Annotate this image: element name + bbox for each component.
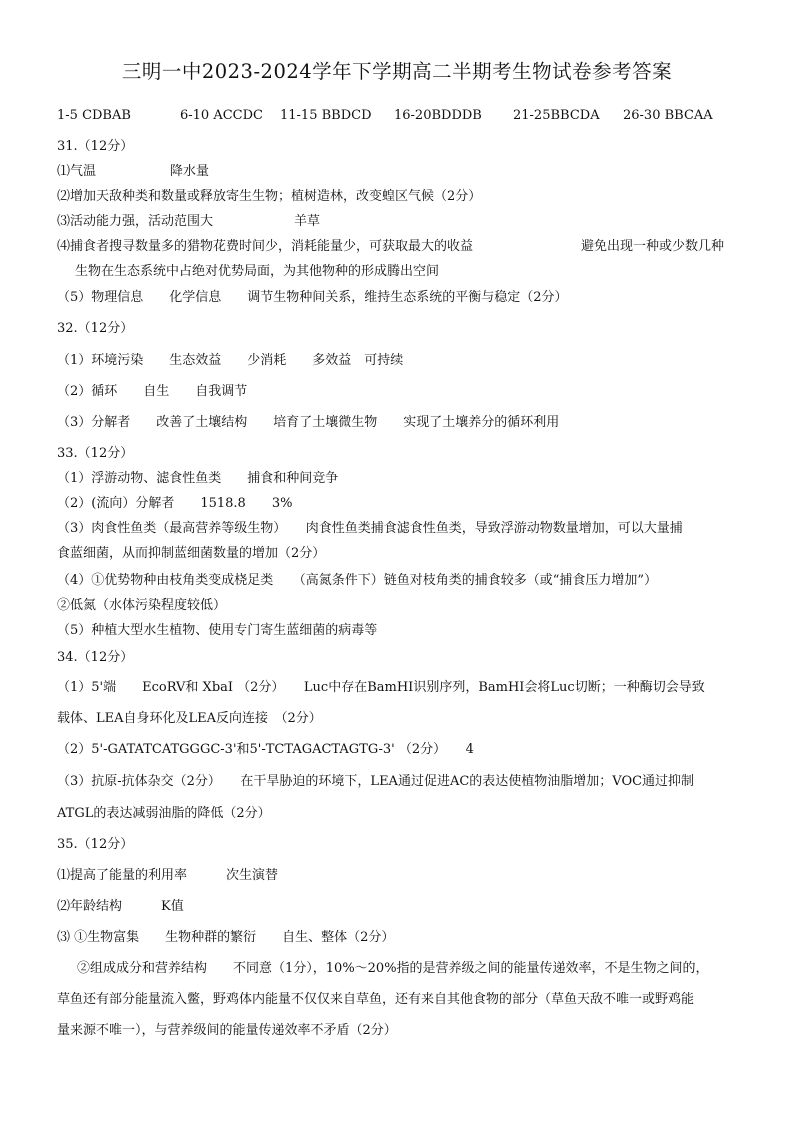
mc-key-1-5: 1-5 CDBAB xyxy=(57,108,131,123)
q33-answer-2: （2）(流向）分解者 1518.8 3% xyxy=(57,496,293,511)
q33-answer-4: （4）①优势物种由枝角类变成桡足类 （高氮条件下）链鱼对枝角类的捕食较多（或“捕食压力增加”） xyxy=(57,573,658,588)
q31-answer-3b: 羊草 xyxy=(294,214,321,229)
q33-answer-1: （1）浮游动物、滤食性鱼类 捕食和种间竞争 xyxy=(57,471,339,486)
q31-answer-4c: 生物在生态系统中占绝对优势局面，为其他物种的形成腾出空间 xyxy=(75,264,440,279)
q34-header: 34.（12分） xyxy=(57,650,134,665)
q33-answer-3: （3）肉食性鱼类（最高营养等级生物） 肉食性鱼类捕食滤食性鱼类，导致浮游动物数量增加，可以大量捕 xyxy=(57,521,683,536)
q31-answer-4a: ⑷捕食者搜寻数量多的猎物花费时间少，消耗能量少，可获取最大的收益 xyxy=(57,239,474,254)
mc-key-6-10: 6-10 ACCDC xyxy=(180,108,263,123)
q32-answer-3: （3）分解者 改善了土壤结构 培育了土壤微生物 实现了土壤养分的循环利用 xyxy=(57,415,560,430)
q35-answer-4-cont: 草鱼还有部分能量流入鳖，野鸡体内能量不仅仅来自草鱼，还有来自其他食物的部分（草鱼天敌不唯一或野鸡能 xyxy=(57,992,695,1007)
q32-answer-2: （2）循环 自生 自我调节 xyxy=(57,384,248,399)
mc-key-21-25: 21-25BBCDA xyxy=(513,108,600,123)
q34-answer-1: （1）5'端 EcoRV和 XbaⅠ （2分） Luc中存在BamHI识别序列，BamHI会将Luc切断；一种酶切会导致 xyxy=(57,680,705,695)
mc-key-26-30: 26-30 BBCAA xyxy=(623,108,713,123)
q31-answer-1b: 降水量 xyxy=(170,164,210,179)
q33-answer-3-cont: 食蓝细菌，从而抑制蓝细菌数量的增加（2分） xyxy=(57,546,326,561)
q31-answer-5: （5）物理信息 化学信息 调节生物种间关系，维持生态系统的平衡与稳定（2分） xyxy=(57,290,568,305)
q31-header: 31.（12分） xyxy=(57,139,134,154)
q33-answer-5: （5）种植大型水生植物、使用专门寄生蓝细菌的病毒等 xyxy=(57,623,378,638)
q34-answer-3-cont: ATGL的表达减弱油脂的降低（2分） xyxy=(57,806,271,821)
q34-answer-3: （3）抗原-抗体杂交（2分） 在干旱胁迫的环境下，LEA通过促进AC的表达使植物油脂增加；VOC通过抑制 xyxy=(57,774,695,789)
q34-answer-1-cont: 载体、LEA自身环化及LEA反向连接 （2分） xyxy=(57,711,322,726)
q35-answer-3: ⑶ ①生物富集 生物种群的繁衍 自生、整体（2分） xyxy=(57,930,395,945)
q32-header: 32.（12分） xyxy=(57,321,134,336)
q35-header: 35.（12分） xyxy=(57,837,134,852)
q31-answer-4b: 避免出现一种或少数几种 xyxy=(581,239,725,254)
q34-answer-2: （2）5'-GATATCATGGGC-3'和5'-TCTAGACTAGTG-3' （2分） 4 xyxy=(57,742,474,757)
mc-key-11-15: 11-15 BBDCD xyxy=(280,108,372,123)
q35-answer-4: ②组成成分和营养结构 不同意（1分），10%～20%指的是营养级之间的能量传递效率，不是生物之间的， xyxy=(77,961,709,976)
q35-answer-4-cont2: 量来源不唯一），与营养级间的能量传递效率不矛盾（2分） xyxy=(57,1023,397,1038)
page-title: 三明一中2023-2024学年下学期高二半期考生物试卷参考答案 xyxy=(121,60,673,83)
q31-answer-2: ⑵增加天敌种类和数量或释放寄生生物；植树造林，改变蝗区气候（2分） xyxy=(57,189,482,204)
q35-answer-1: ⑴提高了能量的利用率 次生演替 xyxy=(57,868,279,883)
q33-answer-4-cont: ②低氮（水体污染程度较低） xyxy=(57,598,227,613)
q31-answer-1a: ⑴气温 xyxy=(57,164,97,179)
mc-key-16-20: 16-20BDDDB xyxy=(394,108,482,123)
q31-answer-3a: ⑶活动能力强，活动范围大 xyxy=(57,214,214,229)
q35-answer-2: ⑵年龄结构 K值 xyxy=(57,899,184,914)
q32-answer-1: （1）环境污染 生态效益 少消耗 多效益 可持续 xyxy=(57,353,404,368)
q33-header: 33.（12分） xyxy=(57,446,134,461)
